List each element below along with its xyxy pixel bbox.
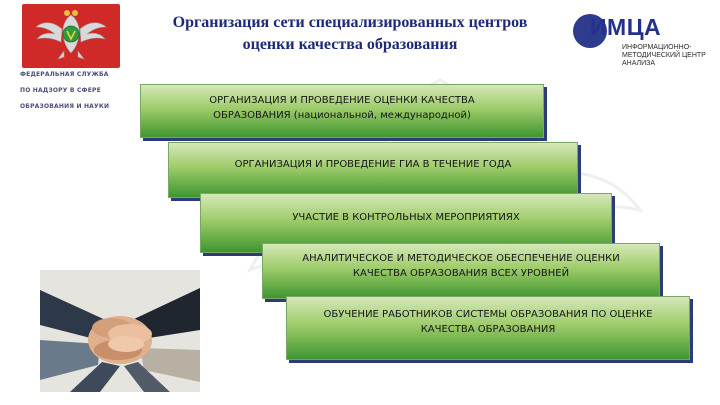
step-line: ОРГАНИЗАЦИЯ И ПРОВЕДЕНИЕ ОЦЕНКИ КАЧЕСТВА <box>209 95 475 106</box>
step-box-4 <box>262 243 660 299</box>
step-text <box>302 244 620 281</box>
step-line: АНАЛИТИЧЕСКОЕ И МЕТОДИЧЕСКОЕ ОБЕСПЕЧЕНИЕ ОЦЕНКИ <box>302 253 620 264</box>
step-text <box>292 194 519 225</box>
step-line: ОБРАЗОВАНИЯ (национальной, международной) <box>213 110 471 121</box>
step-line: УЧАСТИЕ В КОНТРОЛЬНЫХ МЕРОПРИЯТИЯХ <box>292 212 520 223</box>
step-line: КАЧЕСТВА ОБРАЗОВАНИЯ <box>420 324 556 335</box>
step-box-2 <box>168 142 578 198</box>
agency-line: ОБРАЗОВАНИЯ И НАУКИ <box>20 103 110 110</box>
step-line: ОБУЧЕНИЕ РАБОТНИКОВ СИСТЕМЫ ОБРАЗОВАНИЯ ПО ОЦЕНКЕ <box>323 309 653 320</box>
page-title <box>124 12 576 56</box>
agency-line: ПО НАДЗОРУ В СФЕРЕ <box>20 87 101 94</box>
step-box-5 <box>286 296 690 360</box>
step-text <box>235 143 512 172</box>
agency-name <box>20 72 124 120</box>
agency-logo <box>22 4 120 68</box>
title-line: Организация сети специализированных центров <box>172 14 528 31</box>
step-line: ОРГАНИЗАЦИЯ И ПРОВЕДЕНИЕ ГИА В ТЕЧЕНИЕ ГОДА <box>234 159 512 170</box>
step-box-1 <box>140 84 544 138</box>
eagle-emblem-icon <box>31 7 111 65</box>
teamwork-hands-photo <box>40 270 200 392</box>
step-line: КАЧЕСТВА ОБРАЗОВАНИЯ ВСЕХ УРОВНЕЙ <box>352 268 570 279</box>
agency-line: ФЕДЕРАЛЬНАЯ СЛУЖБА <box>20 71 109 78</box>
title-line: оценки качества образования <box>242 36 458 53</box>
step-text <box>324 297 653 337</box>
imtsa-wordmark: ИМЦА <box>590 14 662 40</box>
step-text <box>209 85 475 123</box>
imtsa-subtitle: ИНФОРМАЦИОННО-МЕТОДИЧЕСКИЙ ЦЕНТР АНАЛИЗА <box>622 44 706 67</box>
